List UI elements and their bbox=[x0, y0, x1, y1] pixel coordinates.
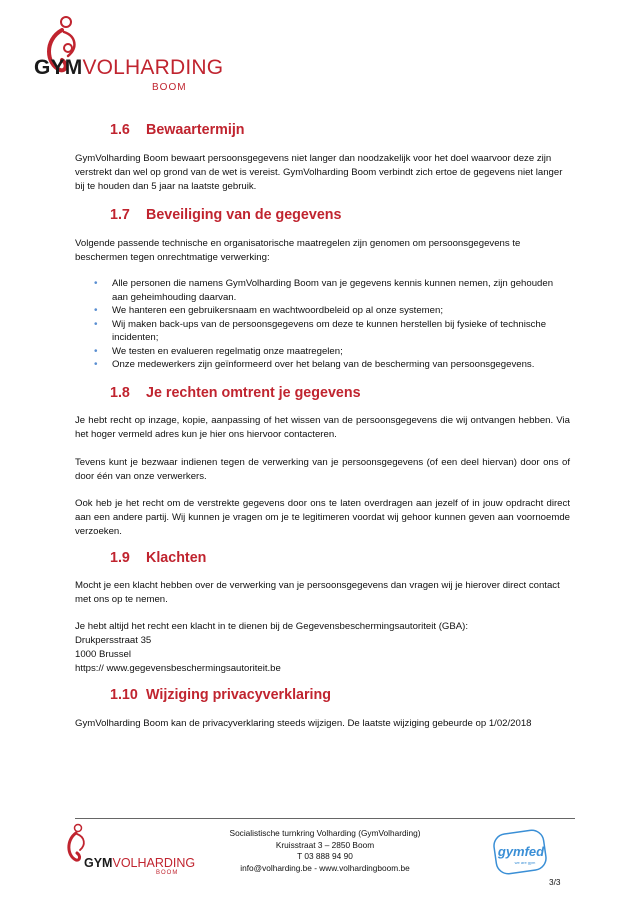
brand-light: VOLHARDING bbox=[82, 56, 224, 79]
gymnast-figure-icon bbox=[38, 14, 118, 94]
list-item: • We hanteren een gebruikersnaam en wachtwoordbeleid op al onze systemen; bbox=[100, 304, 570, 318]
section-number: 1.6 bbox=[110, 122, 130, 138]
brand-sub: BOOM bbox=[152, 82, 187, 93]
bullet-list bbox=[100, 277, 570, 372]
paragraph: GymVolharding Boom bewaart persoonsgegevens niet langer dan noodzakelijk voor het doel waarvoor deze zijn verstrekt dan wel op grond van de wet is vereist. GymVolharding Boom verbindt zich ertoe de gegevens niet langer bij te houden dan 5 jaar na laatste gebruik. bbox=[75, 153, 563, 192]
footer-line-4[interactable]: info@volharding.be - www.volhardingboom.be bbox=[240, 862, 410, 873]
list-item: • We testen en evalueren regelmatig onze maatregelen; bbox=[100, 345, 570, 359]
section-title: Wijziging privacyverklaring bbox=[146, 687, 331, 703]
list-item: • Onze medewerkers zijn geïnformeerd over het belang van de bescherming van persoonsgegevens. bbox=[100, 358, 570, 372]
footer-brand-bold: GYM bbox=[84, 856, 113, 870]
footer-brand-name bbox=[84, 856, 195, 870]
section-title: Je rechten omtrent je gegevens bbox=[146, 385, 361, 401]
footer-brand-light: VOLHARDING bbox=[112, 856, 196, 870]
section-heading bbox=[110, 550, 206, 566]
footer-divider bbox=[75, 818, 575, 819]
paragraph: Tevens kunt je bezwaar indienen tegen de verwerking van je persoonsgegevens (of een deel hiervan) door ons of door één van onze verwerkers. bbox=[75, 457, 570, 482]
gymnast-figure-icon bbox=[64, 822, 104, 882]
gymfed-tagline: we are gym bbox=[514, 860, 536, 865]
footer-line-3: T 03 888 94 90 bbox=[297, 851, 353, 861]
address-line: Drukpersstraat 35 bbox=[75, 635, 152, 646]
section-heading bbox=[110, 687, 331, 703]
section-title: Klachten bbox=[146, 550, 207, 566]
gymfed-text: gymfed bbox=[497, 844, 545, 859]
section-heading bbox=[110, 385, 361, 401]
footer-logo bbox=[64, 822, 204, 882]
paragraph: Je hebt recht op inzage, kopie, aanpassing of het wissen van de persoonsgegevens die wij ontvangen hebben. Via het hoger vermeld adres kun je hier ons hiervoor contacteren. bbox=[75, 415, 570, 440]
section-number: 1.8 bbox=[110, 385, 130, 401]
section-heading bbox=[110, 122, 245, 138]
gymfed-badge-icon bbox=[492, 828, 550, 878]
paragraph: Je hebt altijd het recht een klacht in te dienen bij de Gegevensbeschermingsautoriteit (GBA): bbox=[75, 621, 469, 632]
section-number: 1.7 bbox=[110, 207, 130, 223]
section-title: Bewaartermijn bbox=[146, 122, 245, 138]
paragraph: Ook heb je het recht om de verstrekte gegevens door ons te laten overdragen aan jezelf of in jouw opdracht direct aan een andere partij. Wij kunnen je vragen om je te legitimeren voordat wij gehoor kunnen geven aan voornoemde verzoeken. bbox=[75, 498, 570, 537]
paragraph: GymVolharding Boom kan de privacyverklaring steeds wijzigen. De laatste wijziging gebeurde op 1/02/2018 bbox=[75, 718, 532, 729]
paragraph: Mocht je een klacht hebben over de verwerking van je persoonsgegevens dan vragen wij je hierover direct contact met ons op te nemen. bbox=[75, 580, 560, 605]
footer-contact bbox=[200, 828, 450, 874]
section-number: 1.10 bbox=[110, 687, 138, 703]
footer-brand-sub: BOOM bbox=[156, 870, 179, 876]
section-heading bbox=[110, 207, 341, 223]
list-item: • Wij maken back-ups van de persoonsgegevens om deze te kunnen herstellen bij fysieke of technische incidenten; bbox=[100, 318, 570, 345]
website-link[interactable]: https:// www.gegevensbeschermingsautoriteit.be bbox=[75, 663, 281, 674]
section-number: 1.9 bbox=[110, 550, 130, 566]
footer-line-1: Socialistische turnkring Volharding (GymVolharding) bbox=[229, 828, 421, 838]
brand-name bbox=[34, 56, 223, 80]
list-item: • Alle personen die namens GymVolharding Boom van je gegevens kennis kunnen nemen, zijn gehouden aan geheimhouding daarvan. bbox=[100, 277, 570, 304]
brand-bold: GYM bbox=[34, 56, 83, 79]
footer-line-2: Kruisstraat 3 – 2850 Boom bbox=[275, 839, 375, 850]
address-line: 1000 Brussel bbox=[75, 649, 131, 660]
section-title: Beveiliging van de gegevens bbox=[146, 207, 342, 223]
page-number: 3/3 bbox=[549, 877, 561, 887]
paragraph: Volgende passende technische en organisatorische maatregelen zijn genomen om persoonsgegevens te beschermen tegen onrechtmatige verwerking: bbox=[75, 238, 521, 263]
gymfed-logo bbox=[492, 828, 550, 878]
